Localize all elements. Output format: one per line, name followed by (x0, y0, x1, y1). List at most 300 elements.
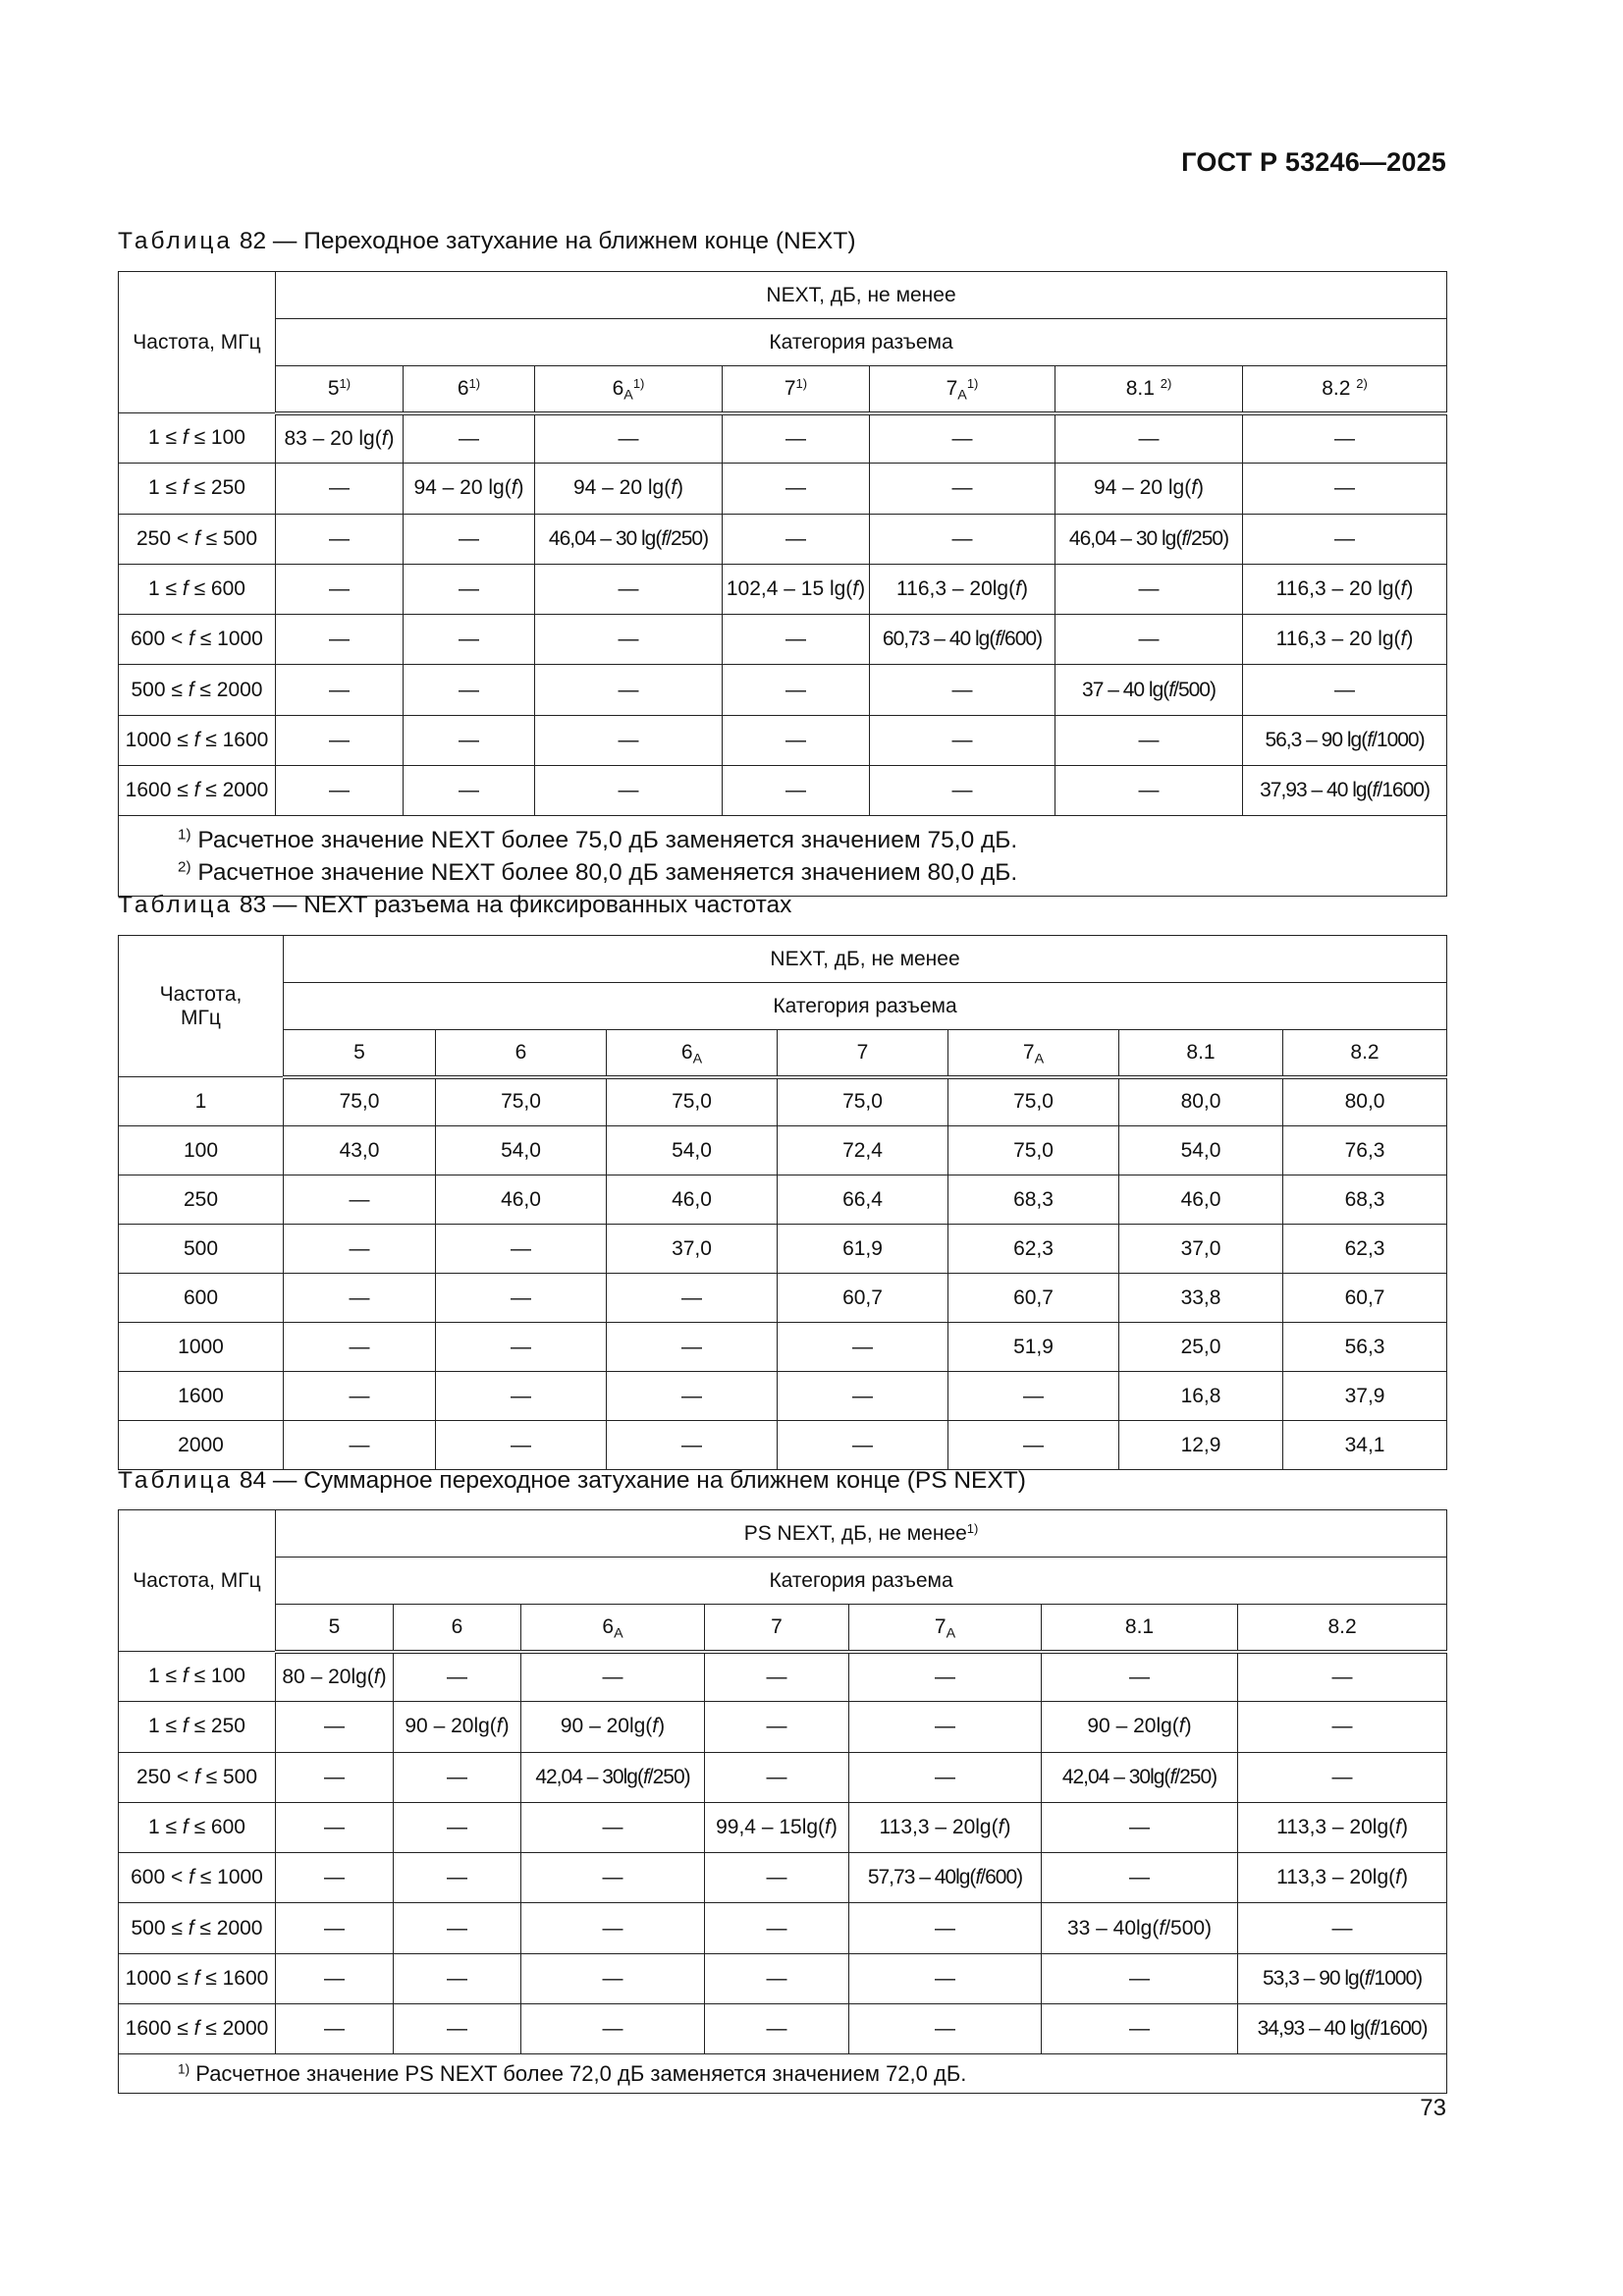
value-cell: 116,3 – 20 lg(f) (1243, 564, 1447, 614)
metric-header-footnote-mark: 1) (966, 1520, 979, 1536)
category-subscript: A (623, 387, 633, 404)
value-cell: 37 – 40 lg(f/500) (1055, 665, 1243, 715)
value-cell: 80,0 (1119, 1077, 1283, 1126)
value-cell: — (870, 766, 1055, 816)
category-number: 5 (328, 1614, 341, 1638)
category-number: 8.1 (1125, 376, 1161, 400)
value-cell: — (1055, 413, 1243, 464)
column-header-row (119, 1030, 1447, 1077)
table-row (119, 1953, 1447, 2003)
footnote-mark: 2) (1160, 375, 1172, 391)
value-cell: — (394, 1903, 521, 1953)
frequency-cell: 1000 ≤ f ≤ 1600 (119, 715, 276, 765)
category-subscript: A (692, 1051, 703, 1067)
category-number: 7 (784, 376, 796, 400)
value-cell: — (705, 1853, 849, 1903)
value-cell: 94 – 20 lg(f) (1055, 464, 1243, 514)
value-cell: — (436, 1372, 607, 1421)
category-column-header (404, 366, 535, 413)
table-row (119, 1652, 1447, 1702)
value-cell: — (723, 715, 870, 765)
table-83-caption-title: 83 — NEXT разъема на фиксированных частотах (233, 892, 792, 918)
value-cell: 94 – 20 lg(f) (535, 464, 723, 514)
value-cell: 53,3 – 90 lg(f/1000) (1238, 1953, 1447, 2003)
value-cell: — (607, 1421, 778, 1470)
category-column-header (948, 1030, 1119, 1077)
footnote (178, 856, 1446, 889)
value-cell: — (276, 464, 404, 514)
category-column-header (1238, 1605, 1447, 1652)
value-cell: — (284, 1274, 436, 1323)
value-cell: 90 – 20lg(f) (1042, 1702, 1238, 1752)
value-cell: — (1055, 715, 1243, 765)
value-cell: — (870, 413, 1055, 464)
page-number: 73 (1420, 2095, 1446, 2121)
value-cell: — (394, 1652, 521, 1702)
freq-header-line-1: Частота, (159, 982, 243, 1006)
value-cell: — (705, 1652, 849, 1702)
category-column-header (276, 1605, 394, 1652)
category-number: 6 (680, 1040, 693, 1064)
value-cell: — (284, 1421, 436, 1470)
value-cell: — (535, 413, 723, 464)
value-cell: — (276, 1802, 394, 1852)
footnote-mark: 1) (795, 375, 808, 391)
table-row (119, 514, 1447, 564)
category-column-header (1283, 1030, 1447, 1077)
value-cell: — (1243, 665, 1447, 715)
document-code: ГОСТ Р 53246—2025 (1181, 147, 1446, 177)
value-cell: 99,4 – 15lg(f) (705, 1802, 849, 1852)
category-number: 8.1 (1124, 1614, 1155, 1638)
value-cell: — (870, 464, 1055, 514)
value-cell: 60,7 (778, 1274, 948, 1323)
value-cell: — (394, 1752, 521, 1802)
table-83 (118, 935, 1447, 1470)
category-number: 8.2 (1350, 1040, 1380, 1064)
value-cell: 76,3 (1283, 1126, 1447, 1175)
table-row (119, 1752, 1447, 1802)
value-cell: — (521, 1903, 705, 1953)
value-cell: — (394, 1853, 521, 1903)
category-column-header (436, 1030, 607, 1077)
value-cell: 116,3 – 20lg(f) (870, 564, 1055, 614)
value-cell: 51,9 (948, 1323, 1119, 1372)
frequency-cell: 1000 (119, 1323, 284, 1372)
metric-header-label: PS NEXT, дБ, не менее (743, 1521, 967, 1545)
footnote-text: Расчетное значение NEXT более 75,0 дБ заменяется значением 75,0 дБ. (197, 826, 1018, 853)
category-number: 8.2 (1322, 376, 1357, 400)
footnote-mark: 1) (339, 375, 352, 391)
table-84-body (119, 1652, 1447, 2054)
value-cell: — (723, 665, 870, 715)
value-cell: 75,0 (948, 1077, 1119, 1126)
table-row (119, 715, 1447, 765)
value-cell: 34,1 (1283, 1421, 1447, 1470)
value-cell: 46,04 – 30 lg(f/250) (535, 514, 723, 564)
value-cell: — (276, 1953, 394, 2003)
value-cell: 68,3 (948, 1175, 1119, 1225)
value-cell: — (404, 615, 535, 665)
value-cell: 12,9 (1119, 1421, 1283, 1470)
value-cell: 56,3 – 90 lg(f/1000) (1243, 715, 1447, 765)
table-82-caption-word: Таблица (118, 228, 234, 254)
category-subscript: A (957, 387, 967, 404)
value-cell: 60,7 (1283, 1274, 1447, 1323)
value-cell: — (1042, 1802, 1238, 1852)
value-cell: — (535, 665, 723, 715)
value-cell: — (276, 2004, 394, 2054)
value-cell: — (521, 1652, 705, 1702)
frequency-cell: 1 ≤ f ≤ 600 (119, 1802, 276, 1852)
footnote-mark: 1) (178, 826, 191, 844)
table-row (119, 1421, 1447, 1470)
value-cell: — (404, 413, 535, 464)
value-cell: 54,0 (436, 1126, 607, 1175)
category-number: 7 (1022, 1040, 1035, 1064)
value-cell: 66,4 (778, 1175, 948, 1225)
value-cell: — (276, 564, 404, 614)
value-cell: — (284, 1175, 436, 1225)
category-number: 5 (353, 1040, 365, 1064)
column-header-row (119, 366, 1447, 413)
value-cell: — (607, 1372, 778, 1421)
table-row (119, 564, 1447, 614)
footnote-text: Расчетное значение PS NEXT более 72,0 дБ заменяется значением 72,0 дБ. (195, 2061, 967, 2087)
value-cell: 113,3 – 20lg(f) (849, 1802, 1042, 1852)
value-cell: 54,0 (1119, 1126, 1283, 1175)
frequency-cell: 1600 ≤ f ≤ 2000 (119, 2004, 276, 2054)
category-number: 6 (612, 376, 624, 400)
value-cell: — (705, 1903, 849, 1953)
footnote-mark: 2) (178, 858, 191, 876)
value-cell: — (1055, 615, 1243, 665)
value-cell: — (778, 1372, 948, 1421)
value-cell: — (849, 2004, 1042, 2054)
freq-header (119, 936, 284, 1077)
value-cell: 75,0 (284, 1077, 436, 1126)
category-header: Категория разъема (284, 983, 1447, 1030)
table-row (119, 665, 1447, 715)
frequency-cell: 600 < f ≤ 1000 (119, 1853, 276, 1903)
frequency-cell: 100 (119, 1126, 284, 1175)
frequency-cell: 250 < f ≤ 500 (119, 1752, 276, 1802)
value-cell: — (394, 2004, 521, 2054)
value-cell: 42,04 – 30lg(f/250) (521, 1752, 705, 1802)
category-column-header (1055, 366, 1243, 413)
category-column-header (535, 366, 723, 413)
value-cell: — (535, 564, 723, 614)
value-cell: — (705, 1702, 849, 1752)
value-cell: 60,7 (948, 1274, 1119, 1323)
value-cell: — (404, 665, 535, 715)
value-cell: — (276, 1903, 394, 1953)
value-cell: — (1042, 2004, 1238, 2054)
value-cell: — (404, 514, 535, 564)
value-cell: — (436, 1274, 607, 1323)
value-cell: 42,04 – 30lg(f/250) (1042, 1752, 1238, 1802)
table-82-caption-title: 82 — Переходное затухание на ближнем конце (NEXT) (233, 228, 856, 254)
value-cell: — (1042, 1953, 1238, 2003)
value-cell: 75,0 (436, 1077, 607, 1126)
value-cell: 61,9 (778, 1225, 948, 1274)
value-cell: — (849, 1652, 1042, 1702)
value-cell: 102,4 – 15 lg(f) (723, 564, 870, 614)
table-84-caption (118, 1467, 1026, 1495)
category-number: 7 (934, 1614, 947, 1638)
value-cell: — (1243, 514, 1447, 564)
value-cell: 75,0 (778, 1077, 948, 1126)
value-cell: 46,0 (1119, 1175, 1283, 1225)
value-cell: — (778, 1323, 948, 1372)
table-row (119, 1323, 1447, 1372)
value-cell: — (521, 1853, 705, 1903)
value-cell: — (394, 1802, 521, 1852)
value-cell: — (284, 1225, 436, 1274)
value-cell: — (849, 1702, 1042, 1752)
value-cell: — (284, 1323, 436, 1372)
value-cell: — (276, 1752, 394, 1802)
value-cell: — (1055, 766, 1243, 816)
value-cell: — (1243, 464, 1447, 514)
table-row (119, 766, 1447, 816)
value-cell: — (849, 1903, 1042, 1953)
table-84-caption-word: Таблица (118, 1467, 234, 1494)
value-cell: 33 – 40lg(f/500) (1042, 1903, 1238, 1953)
category-subscript: A (946, 1625, 956, 1642)
frequency-cell: 600 (119, 1274, 284, 1323)
value-cell: — (404, 766, 535, 816)
table-84-notes (119, 2054, 1447, 2094)
footnote-mark: 1) (178, 2061, 190, 2077)
category-column-header (607, 1030, 778, 1077)
value-cell: — (1042, 1853, 1238, 1903)
table-83-caption-word: Таблица (118, 892, 234, 918)
value-cell: — (535, 615, 723, 665)
table-row (119, 1077, 1447, 1126)
metric-header (276, 1510, 1447, 1558)
value-cell: 113,3 – 20lg(f) (1238, 1853, 1447, 1903)
value-cell: 37,0 (607, 1225, 778, 1274)
value-cell: 68,3 (1283, 1175, 1447, 1225)
value-cell: — (723, 766, 870, 816)
value-cell: 37,0 (1119, 1225, 1283, 1274)
category-column-header (284, 1030, 436, 1077)
value-cell: 16,8 (1119, 1372, 1283, 1421)
value-cell: — (276, 665, 404, 715)
category-number: 8.2 (1327, 1614, 1357, 1638)
category-number: 6 (602, 1614, 615, 1638)
value-cell: — (404, 715, 535, 765)
frequency-cell: 1 ≤ f ≤ 250 (119, 464, 276, 514)
category-header: Категория разъема (276, 1558, 1447, 1605)
category-number: 7 (771, 1614, 783, 1638)
value-cell: — (404, 564, 535, 614)
value-cell: — (870, 514, 1055, 564)
value-cell: — (436, 1323, 607, 1372)
category-number: 7 (856, 1040, 869, 1064)
value-cell: 46,04 – 30 lg(f/250) (1055, 514, 1243, 564)
value-cell: — (705, 1752, 849, 1802)
value-cell: 34,93 – 40 lg(f/1600) (1238, 2004, 1447, 2054)
value-cell: — (1238, 1702, 1447, 1752)
frequency-cell: 1 ≤ f ≤ 100 (119, 1652, 276, 1702)
category-header: Категория разъема (276, 319, 1447, 366)
value-cell: 90 – 20lg(f) (394, 1702, 521, 1752)
value-cell: — (284, 1372, 436, 1421)
value-cell: — (723, 464, 870, 514)
footnote-mark: 2) (1356, 375, 1368, 391)
category-column-header (276, 366, 404, 413)
value-cell: — (705, 2004, 849, 2054)
value-cell: — (276, 766, 404, 816)
table-row (119, 1274, 1447, 1323)
frequency-cell: 250 (119, 1175, 284, 1225)
value-cell: — (535, 766, 723, 816)
value-cell: — (1055, 564, 1243, 614)
value-cell: — (1238, 1652, 1447, 1702)
table-83-caption (118, 892, 791, 919)
footnote (178, 824, 1446, 856)
table-84 (118, 1509, 1447, 2094)
table-row (119, 413, 1447, 464)
value-cell: 62,3 (948, 1225, 1119, 1274)
value-cell: — (723, 413, 870, 464)
category-column-header (1042, 1605, 1238, 1652)
frequency-cell: 1 ≤ f ≤ 100 (119, 413, 276, 464)
value-cell: 83 – 20 lg(f) (276, 413, 404, 464)
frequency-cell: 1600 ≤ f ≤ 2000 (119, 766, 276, 816)
category-column-header (521, 1605, 705, 1652)
value-cell: 80,0 (1283, 1077, 1447, 1126)
value-cell: — (948, 1372, 1119, 1421)
table-row (119, 2004, 1447, 2054)
table-row (119, 1126, 1447, 1175)
metric-header: NEXT, дБ, не менее (276, 272, 1447, 319)
freq-header: Частота, МГц (119, 272, 276, 413)
value-cell: 113,3 – 20lg(f) (1238, 1802, 1447, 1852)
category-column-header (778, 1030, 948, 1077)
value-cell: 33,8 (1119, 1274, 1283, 1323)
category-number: 6 (457, 376, 469, 400)
category-number: 7 (946, 376, 958, 400)
value-cell: — (436, 1225, 607, 1274)
frequency-cell: 250 < f ≤ 500 (119, 514, 276, 564)
table-row (119, 1853, 1447, 1903)
value-cell: — (521, 2004, 705, 2054)
value-cell: 25,0 (1119, 1323, 1283, 1372)
category-column-header (849, 1605, 1042, 1652)
value-cell: — (948, 1421, 1119, 1470)
value-cell: — (870, 665, 1055, 715)
freq-header-line-2: МГц (181, 1006, 221, 1029)
table-row (119, 615, 1447, 665)
frequency-cell: 2000 (119, 1421, 284, 1470)
value-cell: — (1238, 1903, 1447, 1953)
category-column-header (870, 366, 1055, 413)
table-row (119, 1802, 1447, 1852)
category-subscript: A (1034, 1051, 1045, 1067)
category-number: 6 (451, 1614, 463, 1638)
category-number: 8.1 (1186, 1040, 1216, 1064)
value-cell: — (607, 1274, 778, 1323)
value-cell: 46,0 (436, 1175, 607, 1225)
value-cell: — (521, 1802, 705, 1852)
category-column-header (1243, 366, 1447, 413)
value-cell: — (870, 715, 1055, 765)
table-row (119, 1702, 1447, 1752)
value-cell: — (723, 514, 870, 564)
value-cell: 72,4 (778, 1126, 948, 1175)
value-cell: — (849, 1752, 1042, 1802)
table-row (119, 1372, 1447, 1421)
value-cell: 90 – 20lg(f) (521, 1702, 705, 1752)
metric-header: NEXT, дБ, не менее (284, 936, 1447, 983)
value-cell: — (723, 615, 870, 665)
value-cell: 75,0 (607, 1077, 778, 1126)
column-header-row (119, 1605, 1447, 1652)
frequency-cell: 1 ≤ f ≤ 250 (119, 1702, 276, 1752)
table-83-body (119, 1077, 1447, 1470)
table-82 (118, 271, 1447, 897)
frequency-cell: 1 (119, 1077, 284, 1126)
footnote-mark: 1) (632, 375, 645, 391)
value-cell: — (276, 1853, 394, 1903)
value-cell: — (436, 1421, 607, 1470)
value-cell: 116,3 – 20 lg(f) (1243, 615, 1447, 665)
value-cell: 94 – 20 lg(f) (404, 464, 535, 514)
value-cell: 56,3 (1283, 1323, 1447, 1372)
frequency-cell: 600 < f ≤ 1000 (119, 615, 276, 665)
frequency-cell: 1000 ≤ f ≤ 1600 (119, 1953, 276, 2003)
freq-header: Частота, МГц (119, 1510, 276, 1652)
table-82-notes (119, 816, 1447, 897)
table-row (119, 1175, 1447, 1225)
value-cell: 37,9 (1283, 1372, 1447, 1421)
value-cell: 75,0 (948, 1126, 1119, 1175)
value-cell: — (1042, 1652, 1238, 1702)
value-cell: — (394, 1953, 521, 2003)
category-subscript: A (614, 1625, 623, 1642)
value-cell: — (1243, 413, 1447, 464)
value-cell: — (849, 1953, 1042, 2003)
value-cell: — (521, 1953, 705, 2003)
footnote (178, 2057, 1446, 2090)
value-cell: 54,0 (607, 1126, 778, 1175)
category-column-header (1119, 1030, 1283, 1077)
table-82-caption (118, 228, 856, 255)
table-82-body (119, 413, 1447, 816)
footnote-text: Расчетное значение NEXT более 80,0 дБ заменяется значением 80,0 дБ. (197, 858, 1018, 886)
value-cell: — (607, 1323, 778, 1372)
value-cell: — (276, 615, 404, 665)
value-cell: — (705, 1953, 849, 2003)
frequency-cell: 1 ≤ f ≤ 600 (119, 564, 276, 614)
value-cell: 37,93 – 40 lg(f/1600) (1243, 766, 1447, 816)
value-cell: 43,0 (284, 1126, 436, 1175)
value-cell: — (276, 715, 404, 765)
category-number: 6 (514, 1040, 527, 1064)
value-cell: — (276, 514, 404, 564)
value-cell: — (276, 1702, 394, 1752)
frequency-cell: 500 ≤ f ≤ 2000 (119, 665, 276, 715)
category-column-header (394, 1605, 521, 1652)
value-cell: 62,3 (1283, 1225, 1447, 1274)
value-cell: 57,73 – 40lg(f/600) (849, 1853, 1042, 1903)
table-row (119, 1225, 1447, 1274)
category-column-header (723, 366, 870, 413)
category-column-header (705, 1605, 849, 1652)
